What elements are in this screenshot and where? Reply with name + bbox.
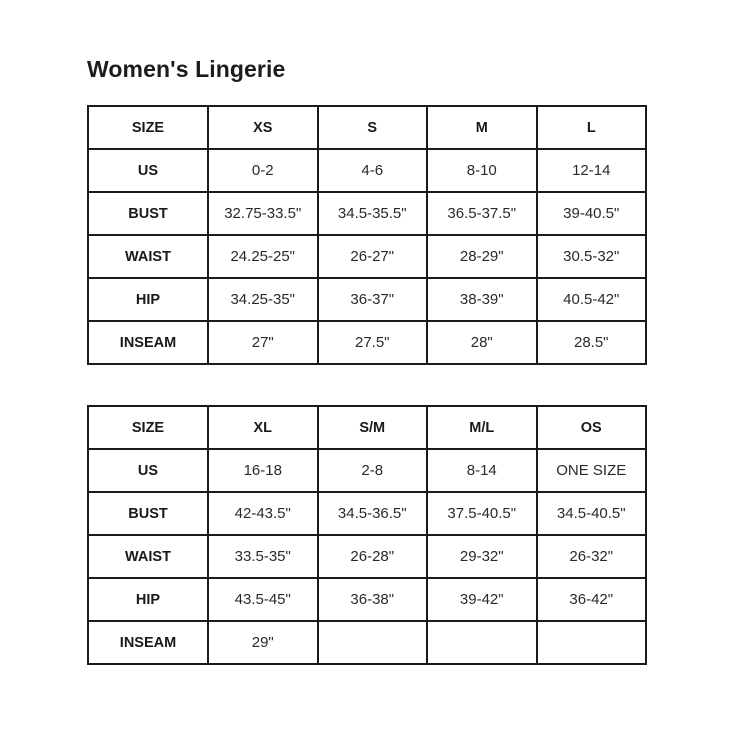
table-header-row	[88, 106, 646, 149]
table-cell-empty	[427, 621, 537, 664]
row-label-inseam: INSEAM	[88, 621, 208, 664]
table-row-us	[88, 149, 646, 192]
row-label-hip: HIP	[88, 278, 208, 321]
table-cell: 34.5-40.5"	[537, 492, 647, 535]
table-cell: 26-32"	[537, 535, 647, 578]
table-cell: 28.5"	[537, 321, 647, 364]
header-cell-xs: XS	[208, 106, 318, 149]
header-cell-size: SIZE	[88, 406, 208, 449]
table-cell: 36.5-37.5"	[427, 192, 537, 235]
page-title: Women's Lingerie	[87, 56, 286, 82]
table-row-us	[88, 449, 646, 492]
table-header-row	[88, 406, 646, 449]
header-cell-m: M	[427, 106, 537, 149]
table-cell: 26-28"	[318, 535, 428, 578]
table-cell: 39-42"	[427, 578, 537, 621]
table-row-waist	[88, 535, 646, 578]
table-cell: 40.5-42"	[537, 278, 647, 321]
table-row-hip	[88, 278, 646, 321]
table-cell: 42-43.5"	[208, 492, 318, 535]
header-cell-s: S	[318, 106, 428, 149]
row-label-us: US	[88, 449, 208, 492]
table-cell: 34.25-35"	[208, 278, 318, 321]
table-cell: 27.5"	[318, 321, 428, 364]
table-cell: 33.5-35"	[208, 535, 318, 578]
size-chart-table-1	[87, 105, 647, 365]
table-cell: 8-10	[427, 149, 537, 192]
row-label-us: US	[88, 149, 208, 192]
table-cell: 32.75-33.5"	[208, 192, 318, 235]
table-cell: 29"	[208, 621, 318, 664]
table-cell: 36-38"	[318, 578, 428, 621]
row-label-bust: BUST	[88, 492, 208, 535]
table-row-inseam	[88, 621, 646, 664]
table-cell: 36-37"	[318, 278, 428, 321]
table-cell: 34.5-36.5"	[318, 492, 428, 535]
table-cell: 2-8	[318, 449, 428, 492]
table-cell: 16-18	[208, 449, 318, 492]
row-label-hip: HIP	[88, 578, 208, 621]
table-cell-empty	[537, 621, 647, 664]
table-cell: 43.5-45"	[208, 578, 318, 621]
header-cell-m-l: M/L	[427, 406, 537, 449]
table-cell: 27"	[208, 321, 318, 364]
row-label-bust: BUST	[88, 192, 208, 235]
table-cell: 36-42"	[537, 578, 647, 621]
table-cell: 37.5-40.5"	[427, 492, 537, 535]
table-cell: 8-14	[427, 449, 537, 492]
table-cell: 4-6	[318, 149, 428, 192]
row-label-waist: WAIST	[88, 235, 208, 278]
table-cell: 28-29"	[427, 235, 537, 278]
header-cell-xl: XL	[208, 406, 318, 449]
table-cell: 0-2	[208, 149, 318, 192]
table-row-bust	[88, 492, 646, 535]
table-cell: 34.5-35.5"	[318, 192, 428, 235]
header-cell-size: SIZE	[88, 106, 208, 149]
header-cell-l: L	[537, 106, 647, 149]
table-cell: 24.25-25"	[208, 235, 318, 278]
table-row-hip	[88, 578, 646, 621]
table-cell: 28"	[427, 321, 537, 364]
size-chart-table-2	[87, 405, 647, 665]
table-cell-empty	[318, 621, 428, 664]
table-cell: ONE SIZE	[537, 449, 647, 492]
row-label-waist: WAIST	[88, 535, 208, 578]
table-cell: 26-27"	[318, 235, 428, 278]
header-cell-os: OS	[537, 406, 647, 449]
table-row-bust	[88, 192, 646, 235]
header-cell-s-m: S/M	[318, 406, 428, 449]
table-row-waist	[88, 235, 646, 278]
table-cell: 38-39"	[427, 278, 537, 321]
table-cell: 29-32"	[427, 535, 537, 578]
table-row-inseam	[88, 321, 646, 364]
table-cell: 12-14	[537, 149, 647, 192]
row-label-inseam: INSEAM	[88, 321, 208, 364]
table-cell: 30.5-32"	[537, 235, 647, 278]
table-cell: 39-40.5"	[537, 192, 647, 235]
